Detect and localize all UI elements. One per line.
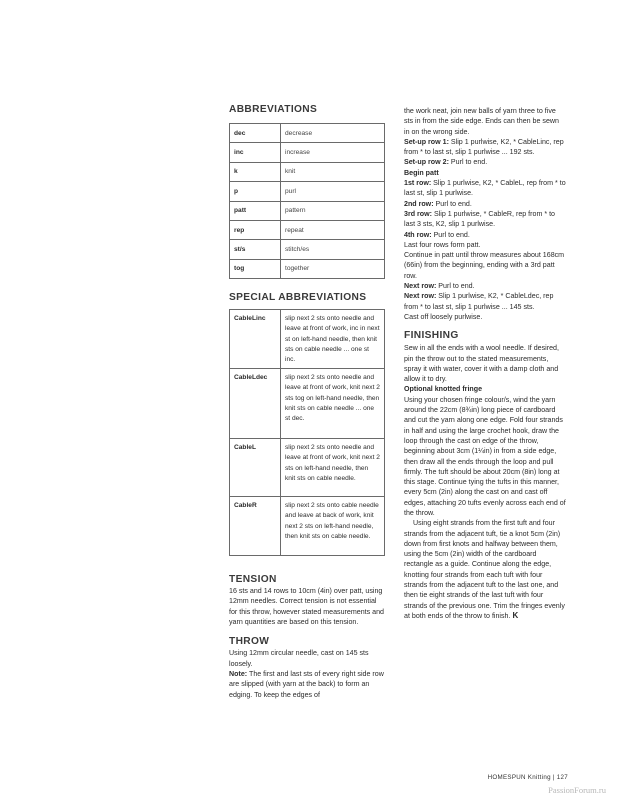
row-label: Next row: [404,292,437,301]
term-cell: patt [230,201,281,220]
next-row-1 [404,281,566,291]
row-text: Purl to end. [436,282,475,291]
definition-cell: slip next 2 sts onto needle and leave at front of work, inc in next st on left-hand needle, then knit sts on cable needle ... one st inc. [281,310,385,369]
definition-cell: slip next 2 sts onto cable needle and leave at back of work, knit next 2 sts on left-hand needle, then knit sts on cable needle. [281,497,385,556]
right-column [404,106,566,621]
definition-cell: stitch/es [281,240,385,259]
fringe-title: Optional knotted fringe [404,385,483,394]
pattern-row-4 [404,230,566,240]
row-label: 4th row: [404,230,432,239]
term-cell: dec [230,124,281,143]
row-label: Set-up row 2: [404,158,449,167]
note-text: The first and last sts of every right side row are slipped (with yarn at the back) to form an edging. To keep the edges of [229,669,384,699]
definition-cell: increase [281,143,385,162]
term-cell: inc [230,143,281,162]
special-abbreviations-table [229,309,385,556]
abbreviation-row [230,259,385,278]
term-cell: rep [230,220,281,239]
fringe-heading [404,384,566,394]
term-cell: st/s [230,240,281,259]
row-label: 3rd row: [404,209,432,218]
paragraph: the work neat, join new balls of yarn three to five sts in from the side edge. Ends can then be sewn in on the wrong side. [404,107,559,136]
footer-separator: | [552,774,555,781]
definition-cell: together [281,259,385,278]
abbreviations-table [229,123,385,279]
definition-cell: purl [281,182,385,201]
throw-text: Using 12mm circular needle, cast on 145 sts loosely. [229,649,369,668]
throw-note [229,669,385,700]
page-number: 127 [556,774,568,781]
tension-heading: TENSION [229,574,277,586]
tension-text: 16 sts and 14 rows to 10cm (4in) over patt, using 12mm needles. Correct tension is not essential for this throw, however stated measurements and yarn quantities are based on this tension. [229,587,384,627]
term-cell: k [230,162,281,181]
abbreviation-row [230,182,385,201]
row-text: Purl to end. [431,230,470,239]
paragraph: Cast off loosely purlwise. [404,312,483,321]
special-abbreviation-row [230,310,385,369]
definition-cell: slip next 2 sts onto needle and leave at front of work, knit next 2 sts tog on left-hand needle, then knit sts on cable needle ... one st dec. [281,369,385,439]
definition-cell: knit [281,162,385,181]
page-footer [488,774,568,781]
abbreviation-row [230,201,385,220]
row-label: 2nd row: [404,199,434,208]
finishing-text: Sew in all the ends with a wool needle. If desired, pin the throw out to the stated measurements, spray it with water, cover it with a damp cloth and allow it to dry. [404,344,559,384]
note-label: Note: [229,669,248,678]
definition-cell: decrease [281,124,385,143]
fringe-text-2-body: Using eight strands from the first tuft and four strands from the adjacent tuft, tie a knot 5cm (2in) down from first knots and halfway between them, using the 5cm (2in) width of the cardboard rectangle as a guide. Continue along the edge, knotting four strands from each tuft with four strands from the adjacent tuft to the last one, and then tie eight strands of the last tuft with four strands of the previous one. Trim the fringes evenly at both ends of the throw to finish. [404,519,565,620]
term-cell: CableLdec [230,369,281,439]
fringe-text-2 [404,518,566,621]
definition-cell: slip next 2 sts onto needle and leave at front of work, knit next 2 sts on left-hand needle, then knit sts on cable needle. [281,439,385,497]
special-abbreviations-heading: SPECIAL ABBREVIATIONS [229,292,367,304]
begin-patt [404,168,566,178]
row-text: Purl to end. [433,199,472,208]
abbreviation-row [230,240,385,259]
row-text: Slip 1 purlwise, K2, * CableL, rep from * to last st, slip 1 purlwise. [404,179,566,198]
paragraph: Last four rows form patt. [404,240,481,249]
abbreviation-row [230,162,385,181]
pattern-row-1 [404,178,566,199]
term-cell: p [230,182,281,201]
watermark: PassionForum.ru [548,785,606,795]
row-label: Set-up row 1: [404,137,449,146]
special-abbreviation-row [230,439,385,497]
row-label: Next row: [404,282,437,291]
setup-row-1 [404,137,566,158]
pattern-row-2 [404,199,566,209]
paragraph: Continue in patt until throw measures about 168cm (66in) from the beginning, ending with a 3rd patt row. [404,251,565,280]
row-text: Purl to end. [448,158,488,167]
next-row-2 [404,291,566,312]
abbreviation-row [230,220,385,239]
term-cell: CableLinc [230,310,281,369]
finishing-heading: FINISHING [404,330,459,342]
term-cell: CableR [230,497,281,556]
row-label: 1st row: [404,179,432,188]
throw-heading: THROW [229,636,270,648]
begin-patt-label: Begin patt [404,168,439,177]
setup-row-2 [404,157,566,167]
magazine-name: HOMESPUN Knitting [487,774,551,781]
row-text: Slip 1 purlwise, * CableR, rep from * to last 3 sts, K2, slip 1 purlwise. [404,209,555,229]
row-text: Slip 1 purlwise, K2, * CableLdec, rep from * to last st, slip 1 purlwise ... 145 sts. [404,292,554,311]
term-cell: CableL [230,439,281,497]
special-abbreviation-row [230,369,385,439]
pattern-row-3 [404,209,566,230]
row-text: Slip 1 purlwise, K2, * CableLinc, rep from * to last st, slip 1 purlwise ... 192 sts. [404,137,564,157]
left-column [229,103,385,700]
term-cell: tog [230,259,281,278]
end-mark-icon: K [512,610,519,620]
abbreviation-row [230,143,385,162]
abbreviation-row [230,124,385,143]
abbreviations-heading: ABBREVIATIONS [229,104,318,115]
definition-cell: repeat [281,220,385,239]
special-abbreviation-row [230,497,385,556]
fringe-text: Using your chosen fringe colour/s, wind the yarn around the 22cm (8¾in) long piece of cardboard and cut the yarn along one edge. Fold four strands in half and using the large crochet hook, draw the loop through the cast on edge of the throw, beginning about 3cm (1¼in) in from a side edge, then draw all the ends through the loop and pull firmly. The tuft should be about 20cm (8in) long at this stage. Continue tying the tufts in this manner, every 5cm (2in) along the cast on and cast off edges, attaching 20 tufts evenly across each end of the throw. [404,395,566,517]
definition-cell: pattern [281,201,385,220]
